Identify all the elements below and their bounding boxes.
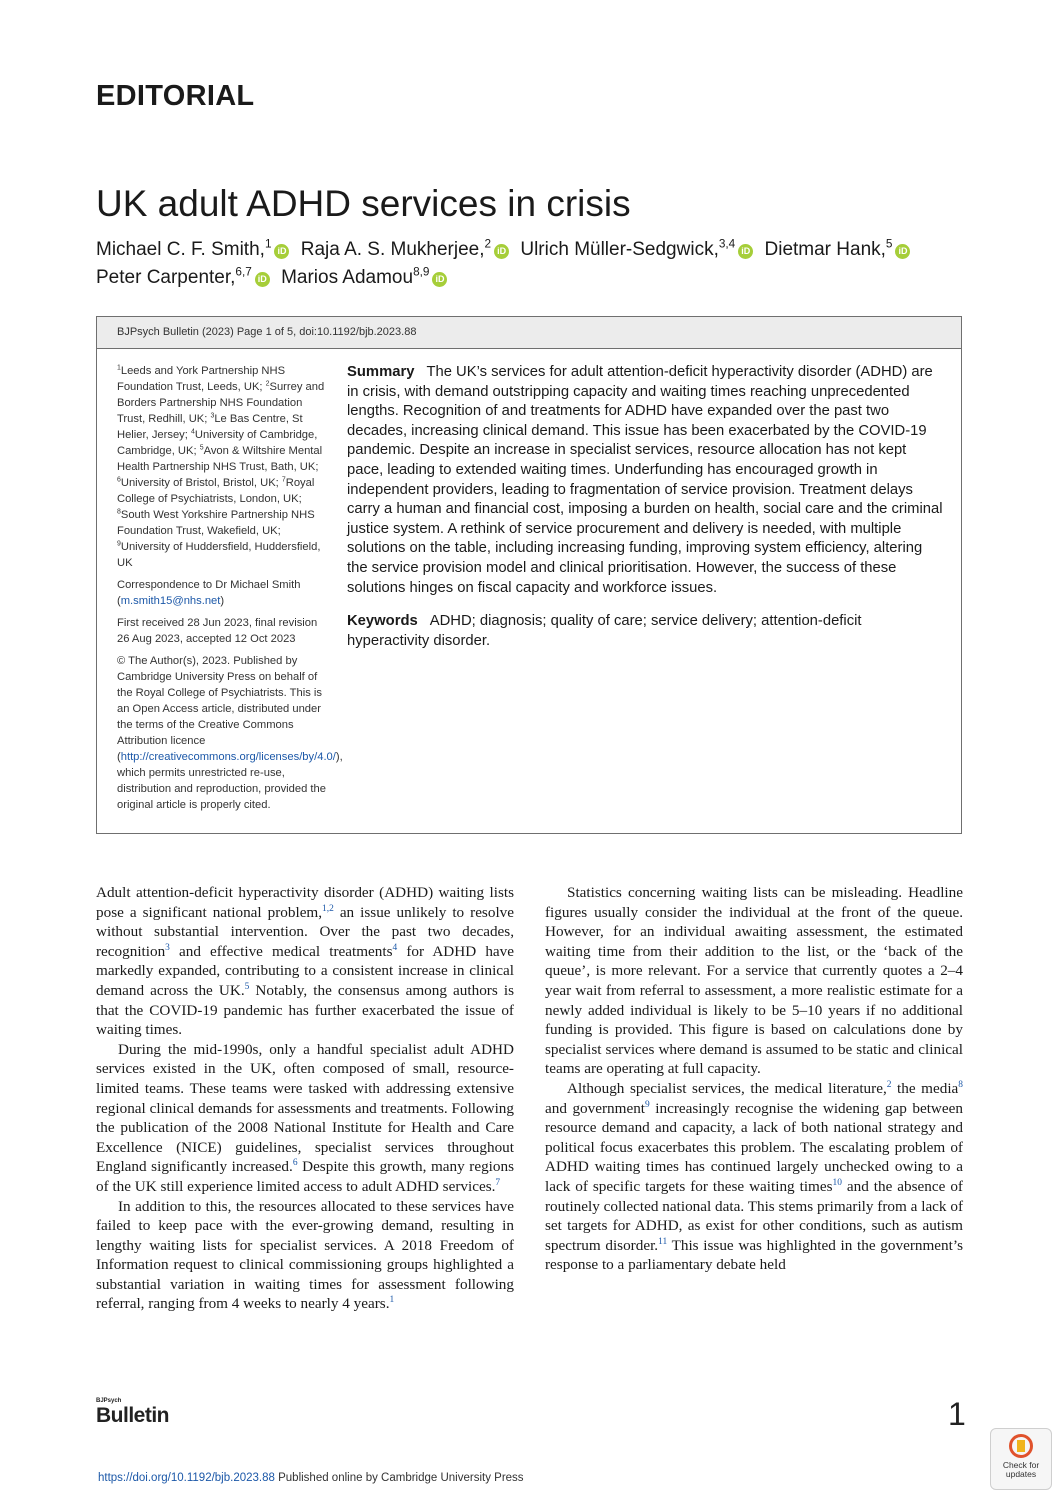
citation-link[interactable]: 4 <box>392 942 398 953</box>
orcid-icon[interactable]: iD <box>432 272 447 287</box>
article-title: UK adult ADHD services in crisis <box>96 183 631 224</box>
logo-main-text: Bulletin <box>96 1404 169 1427</box>
summary-label: Summary <box>347 364 415 380</box>
author-list <box>96 236 976 292</box>
affiliations: $^1$Leeds and York Partnership NHS Foundation Trust, Leeds, UK; $^2$Surrey and Borders Partnership NHS Foundation Trust, Redhill, UK; $^3$Le Bas Centre, St Helier, Jersey; $^4$University of Cambridge, Cambridge, UK; $^5$Avon & Wiltshire Mental Health Partnership NHS Trust, Bath, UK; $^6$University of Bristol, Bristol, UK; $^7$Royal College of Psychiatrists, London, UK; $^8$South West Yorkshire Partnership NHS Foundation Trust, Wakefield, UK; $^9$University of Huddersfield, Huddersfield, UK <box>117 364 325 569</box>
body-column-left <box>96 883 514 1314</box>
citation-link[interactable]: 7 <box>495 1177 501 1188</box>
citation-link[interactable]: 1 <box>389 1295 395 1306</box>
email-link[interactable]: m.smith15@nhs.net <box>120 595 221 607</box>
paragraph: Adult attention-deficit hyperactivity disorder (ADHD) waiting lists pose a significant national problem,$^{1,2}$ an issue unlikely to resolve without substantial intervention. Over the past two decades, recognition$^3$ and effective medical treatments$^4$ for ADHD have markedly expanded, contributing to a consistent increase in clinical demand across the UK.$^5$ Notably, the consensus among authors is that the COVID-19 pandemic has further exacerbated the issue of waiting times. <box>96 884 514 1039</box>
author-name[interactable]: Raja A. S. Mukherjee,$^2$ <box>300 237 492 260</box>
section-label: EDITORIAL <box>96 80 255 112</box>
correspondence: Correspondence to Dr Michael Smith (m.smith15@nhs.net) <box>117 579 301 607</box>
page-number: 1 <box>948 1396 966 1432</box>
citation-link[interactable]: 10 <box>832 1177 842 1188</box>
logo-small-text: BJPsych <box>96 1398 122 1404</box>
paragraph: Statistics concerning waiting lists can be misleading. Headline figures usually consider the individual at the front of the queue. However, for an individual awaiting assessment, the estimated waiting time from their addition to the list, or the ‘back of the queue’, is more relevant. For a service that currently quotes a 2–4 year wait from referral to assessment, a more realistic estimate for a newly added individual is likely to be 5–10 years if no additional funding is provided. This figure is based on calculations done by specialist services where demand is assumed to be static and clinical teams are operating at full capacity. <box>545 884 963 1078</box>
citation-link[interactable]: 11 <box>658 1236 668 1247</box>
check-for-updates-button[interactable] <box>990 1428 1052 1490</box>
licence-link[interactable]: http://creativecommons.org/licenses/by/4.0/ <box>120 751 336 763</box>
citation-link[interactable]: 8 <box>958 1079 963 1090</box>
licence-statement: © The Author(s), 2023. Published by Cambridge University Press on behalf of the Royal College of Psychiatrists. This is an Open Access article, distributed under the terms of the Creative Commons Attribution licence (http://creativecommons.org/licenses/by/4.0/), which permits unrestricted re-use, distribution and reproduction, provided the original article is properly cited. <box>117 655 343 811</box>
author-name[interactable]: Marios Adamou$^{8,9}$ <box>281 265 430 288</box>
keywords: Keywords ADHD; diagnosis; quality of care; service delivery; attention-deficit hyperactivity disorder. <box>347 613 862 649</box>
citation-link[interactable]: 3 <box>165 942 170 953</box>
footer-doi-line: https://doi.org/10.1192/bjb.2023.88 Published online by Cambridge University Press <box>98 1472 524 1484</box>
paragraph: Although specialist services, the medical literature,$^2$ the media$^8$ and government$^9$ increasingly recognise the widening gap between resource demand and capacity, a lack of both national strategy and political focus exacerbates this problem. The escalating problem of ADHD waiting times has continued largely unchecked owing to a lack of specific targets for these waiting times$^{10}$ and the absence of routinely collected national data. This stems primarily from a lack of set targets for ADHD, as exist for other conditions, such as autism spectrum disorder.$^{11}$ This issue was highlighted in the government’s response to a parliamentary debate held <box>545 1079 963 1274</box>
journal-citation-bar <box>97 317 961 349</box>
check-for-updates-label: Check for updates <box>1002 1460 1040 1479</box>
article-history: First received 28 Jun 2023, final revision 26 Aug 2023, accepted 12 Oct 2023 <box>117 617 318 645</box>
doi-link[interactable]: https://doi.org/10.1192/bjb.2023.88 <box>98 1472 275 1484</box>
keywords-label: Keywords <box>347 613 418 630</box>
orcid-icon[interactable]: iD <box>255 272 270 287</box>
paragraph: In addition to this, the resources allocated to these services have failed to keep pace with the ever-growing demand, resulting in lengthy waiting lists for specialist services. A 2018 Freedom of Information request to clinical commissioning groups highlighted a substantial variation in waiting times for assessment following referral, ranging from 4 weeks to nearly 4 years.$^1$ <box>96 1197 514 1313</box>
citation-link[interactable]: 9 <box>645 1099 650 1110</box>
summary: Summary The UK’s services for adult attention-deficit hyperactivity disorder (ADHD) are in crisis, with demand outstripping capacity and waiting times reaching unprecedented lengths. Recognition of and treatments for ADHD have expanded over the past two decades, increasing clinical demand. This issue has been exacerbated by the COVID-19 pandemic. Despite an increase in specialist services, resource allocation has not kept pace, leading to extended waiting times. Underfunding has encouraged growth in independent providers, leading to fragmentation of service provision. Treatment delays carry a human and financial cost, imposing a burden on health, social care and the criminal justice system. A rethink of service procurement and delivery is needed, with multiple solutions on the table, including increasing funding, improving system efficiency, altering the service provision model and clinical prioritisation. However, the success of these solutions hinges on fiscal capacity and workforce issues. <box>347 364 943 596</box>
author-name[interactable]: Dietmar Hank,$^5$ <box>764 237 893 260</box>
citation-link[interactable]: 2 <box>886 1079 892 1090</box>
author-name[interactable]: Ulrich Müller-Sedgwick,$^{3,4}$ <box>520 237 736 260</box>
paragraph: During the mid-1990s, only a handful specialist adult ADHD services existed in the UK, often composed of small, resource-limited teams. These teams were tasked with addressing extensive regional clinical demands for assessments and treatments. Following the publication of the 2008 National Institute for Health and Care Excellence (NICE) guidelines, specialist services throughout England significantly increased.$^6$ Despite this growth, many regions of the UK still experience limited access to adult ADHD services.$^7$ <box>96 1040 514 1195</box>
orcid-icon[interactable]: iD <box>494 244 509 259</box>
author-name[interactable]: Peter Carpenter,$^{6,7}$ <box>96 265 252 288</box>
article-info-box <box>96 316 962 834</box>
abstract <box>347 363 945 665</box>
bookmark-icon <box>1009 1434 1033 1458</box>
body-column-right <box>545 883 963 1275</box>
orcid-icon[interactable]: iD <box>274 244 289 259</box>
citation-link[interactable]: 1,2 <box>322 903 334 914</box>
orcid-icon[interactable]: iD <box>895 244 910 259</box>
article-metadata <box>117 363 343 819</box>
journal-citation: BJPsych Bulletin (2023) Page 1 of 5, doi:10.1192/bjb.2023.88 <box>117 326 417 338</box>
citation-link[interactable]: 5 <box>244 981 250 992</box>
citation-link[interactable]: 6 <box>292 1158 298 1169</box>
orcid-icon[interactable]: iD <box>738 244 753 259</box>
author-name[interactable]: Michael C. F. Smith,$^1$ <box>96 237 272 260</box>
